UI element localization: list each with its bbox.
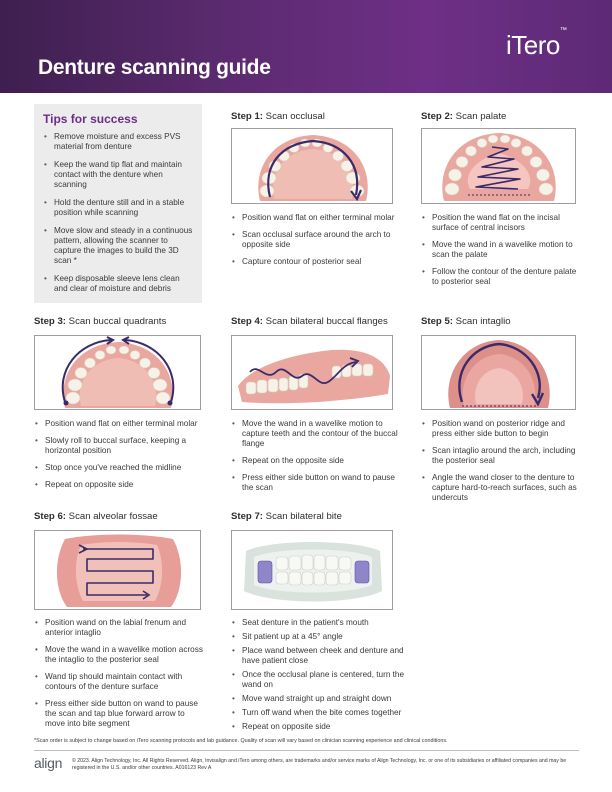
step-3-heading [34,316,166,327]
step-2-list [421,213,581,294]
step-title: Scan alveolar fossae [68,511,158,522]
list-item: • Repeat on the opposite side [231,456,403,466]
step-7-image [231,530,393,610]
step-label: Step 6: [34,511,66,522]
step-1-list [231,213,401,274]
step-title: Scan palate [455,111,507,122]
step-1-heading [231,111,325,122]
list-item: • Capture contour of posterior seal [231,257,401,267]
align-logo: align [34,755,63,771]
list-item: • Position wand on posterior ridge and press either side button to begin [421,419,581,439]
list-item: • Position the wand flat on the incisal surface of central incisors [421,213,581,233]
step-6-heading [34,511,158,522]
brand-name: iTero [506,30,560,60]
step-7-list [231,618,411,736]
step-title: Scan intaglio [455,316,511,327]
header-banner [0,0,612,93]
list-item: • Move the wand in a wavelike motion to scan the palate [421,240,581,260]
list-item: • Position wand on the labial frenum and anterior intaglio [34,618,206,638]
step-5-image [421,335,576,410]
step-title: Scan bilateral buccal flanges [265,316,388,327]
step-4-image [231,335,393,410]
list-item: • Move wand straight up and straight down [231,694,411,704]
list-item: • Press either side button on wand to pause the scan and tap blue forward arrow to move into bite segment [34,699,206,729]
list-item: • Slowly roll to buccal surface, keeping a horizontal position [34,436,204,456]
list-item: • Move the wand in a wavelike motion across the intaglio to the posterior seal [34,645,206,665]
step-3-image [34,335,201,410]
step-3-list [34,419,204,497]
step-7-heading [231,511,342,522]
step-6-list [34,618,206,736]
list-item: • Turn off wand when the bite comes together [231,708,411,718]
list-item: • Keep disposable sleeve lens clean and clear of moisture and debris [43,274,194,294]
list-item: • Stop once you've reached the midline [34,463,204,473]
list-item: • Sit patient up at a 45° angle [231,632,411,642]
footer-divider [34,750,579,751]
step-label: Step 2: [421,111,453,122]
list-item: • Once the occlusal plane is centered, turn the wand on [231,670,411,690]
step-label: Step 5: [421,316,453,327]
step-label: Step 1: [231,111,263,122]
step-1-image [231,128,393,204]
legal-text: © 2023. Align Technology, Inc. All Rights Reserved. Align, Invisalign and iTero among others, are trademarks and/or service marks of Align Technology, Inc. or one of its subsidiaries or affiliated companies and may be registered in the U.S. and/or other countries. A016123 Rev A [72,758,567,771]
list-item: • Move slow and steady in a continuous pattern, allowing the scanner to capture the images to build the 3D scan * [43,226,194,266]
list-item: • Position wand flat on either terminal molar [231,213,401,223]
list-item: • Remove moisture and excess PVS material from denture [43,132,194,152]
denture-intaglio-icon [422,336,576,410]
denture-flange-icon [232,336,393,410]
step-label: Step 3: [34,316,66,327]
step-2-heading [421,111,506,122]
trademark-mark: ™ [559,27,567,35]
step-5-heading [421,316,511,327]
denture-buccal-icon [35,336,201,410]
itero-logo [506,27,567,61]
footnote: *Scan order is subject to change based on iTero scanning protocols and lab guidance. Quality of scan will vary based on clinician scanning experience and clinical conditions. [34,738,448,744]
list-item: • Place wand between cheek and denture and have patient close [231,646,411,666]
tips-box [34,104,202,303]
list-item: • Follow the contour of the denture palate to posterior seal [421,267,581,287]
list-item: • Angle the wand closer to the denture to capture hard-to-reach surfaces, such as undercuts [421,473,581,503]
list-item: • Repeat on opposite side [231,722,411,732]
step-label: Step 4: [231,316,263,327]
step-6-image [34,530,201,610]
list-item: • Keep the wand tip flat and maintain contact with the denture when scanning [43,160,194,190]
list-item: • Repeat on opposite side [34,480,204,490]
step-label: Step 7: [231,511,263,522]
list-item: • Move the wand in a wavelike motion to capture teeth and the contour of the buccal flange [231,419,403,449]
list-item: • Seat denture in the patient's mouth [231,618,411,628]
step-4-heading [231,316,388,327]
denture-fossae-icon [35,531,201,610]
denture-occlusal-icon [232,129,393,204]
denture-bite-icon [232,531,393,610]
list-item: • Scan intaglio around the arch, including the posterior seal [421,446,581,466]
step-title: Scan bilateral bite [265,511,342,522]
tips-list [43,132,194,294]
tips-title: Tips for success [43,112,138,126]
denture-palate-icon [422,129,576,204]
step-title: Scan buccal quadrants [68,316,167,327]
list-item: • Hold the denture still and in a stable position while scanning [43,198,194,218]
list-item: • Press either side button on wand to pause the scan [231,473,403,493]
list-item: • Scan occlusal surface around the arch to opposite side [231,230,401,250]
page-title: Denture scanning guide [38,56,271,79]
list-item: • Wand tip should maintain contact with contours of the denture surface [34,672,206,692]
step-2-image [421,128,576,204]
step-title: Scan occlusal [265,111,325,122]
step-5-list [421,419,581,510]
step-4-list [231,419,403,500]
list-item: • Position wand flat on either terminal molar [34,419,204,429]
